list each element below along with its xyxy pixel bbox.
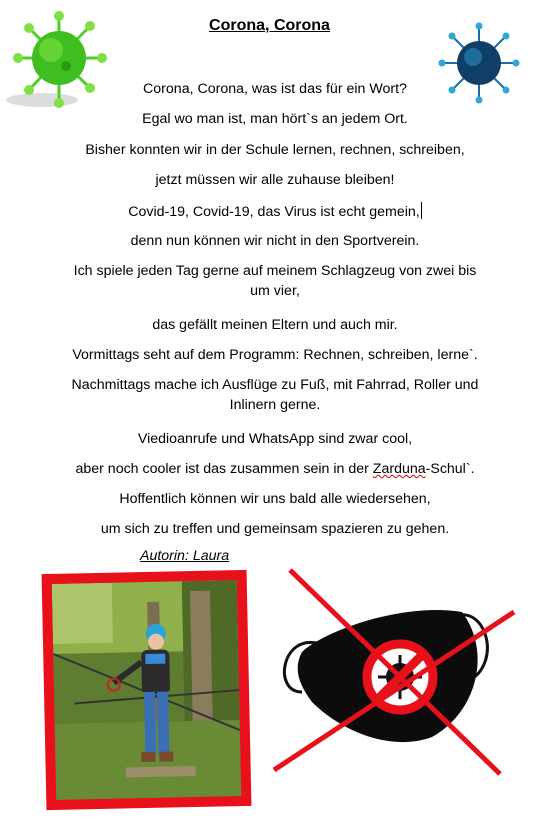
spellcheck-word: Zarduna <box>372 461 426 477</box>
page-title: Corona, Corona <box>209 17 330 34</box>
poem-line-text: aber noch cooler ist das zusammen sein in der <box>75 461 373 477</box>
photo-frame <box>42 570 252 810</box>
poem-line: Hoffentlich können wir uns bald alle wiedersehen, <box>119 491 431 507</box>
poem-line: Nachmittags mache ich Ausflüge zu Fuß, mit Fahrrad, Roller und <box>71 377 479 393</box>
crossed-mask-icon <box>262 562 522 787</box>
poem-line: Bisher konnten wir in der Schule lernen, rechnen, schreiben, <box>85 142 465 158</box>
poem-line: Egal wo man ist, man hört`s an jedem Ort. <box>142 111 408 127</box>
poem-line: Vormittags seht auf dem Programm: Rechnen, schreiben, lerne`. <box>72 347 478 363</box>
poem-line: um sich zu treffen und gemeinsam spazieren zu gehen. <box>100 521 450 537</box>
poem-line-text: -Schul`. <box>425 461 475 477</box>
poem-line <box>40 460 510 479</box>
poem-line: um vier, <box>250 283 300 299</box>
poem-line: denn nun können wir nicht in den Sportverein. <box>130 233 420 249</box>
author-credit: Autorin: Laura <box>140 548 230 564</box>
text-cursor <box>421 202 422 219</box>
poem-line: Inlinern gerne. <box>229 397 321 413</box>
poem-line: jetzt müssen wir alle zuhause bleiben! <box>155 172 395 188</box>
climbing-photo <box>52 580 241 800</box>
poem-line: das gefällt meinen Eltern und auch mir. <box>152 317 398 333</box>
poem-line: Ich spiele jeden Tag gerne auf meinem Schlagzeug von zwei bis <box>73 263 477 279</box>
poem-line: Viedioanrufe und WhatsApp sind zwar cool, <box>137 431 413 447</box>
poem-line <box>40 202 510 222</box>
poem-line: Corona, Corona, was ist das für ein Wort? <box>143 81 407 97</box>
poem-line-text: Covid-19, Covid-19, das Virus ist echt gemein, <box>128 204 420 220</box>
